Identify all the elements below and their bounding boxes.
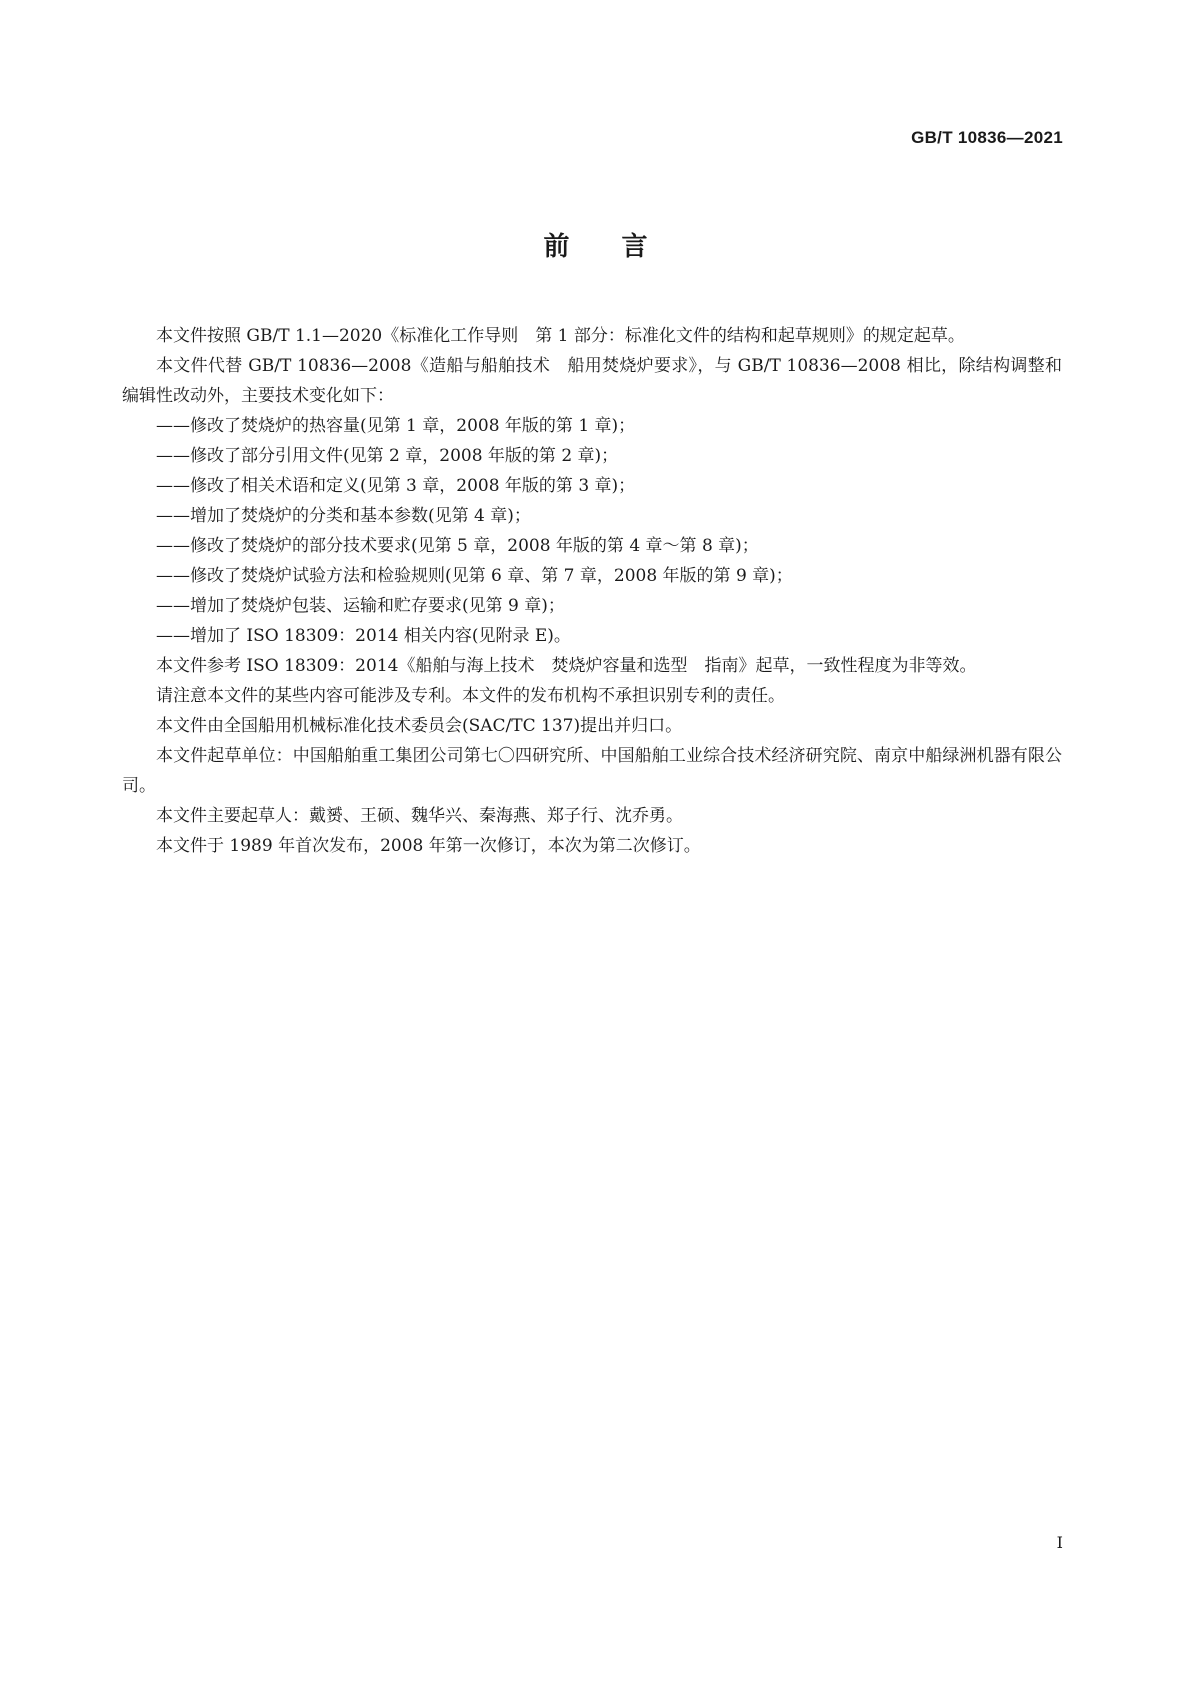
- list-item: ——修改了焚烧炉的部分技术要求(见第 5 章，2008 年版的第 4 章～第 8 章)；: [156, 536, 759, 556]
- list-item: ——增加了焚烧炉包装、运输和贮存要求(见第 9 章)；: [156, 596, 565, 616]
- paragraph-replaces: 本文件代替 GB/T 10836—2008《造船与船舶技术 船用焚烧炉要求》，与 GB/T 10836—2008 相比，除结构调整和编辑性改动外，主要技术变化如下：: [122, 356, 1062, 406]
- paragraph-patent-notice: 请注意本文件的某些内容可能涉及专利。本文件的发布机构不承担识别专利的责任。: [156, 686, 785, 706]
- paragraph-proposer: 本文件由全国船用机械标准化技术委员会(SAC/TC 137)提出并归口。: [156, 716, 683, 736]
- list-item: ——修改了部分引用文件(见第 2 章，2008 年版的第 2 章)；: [156, 446, 619, 466]
- list-item: ——修改了焚烧炉试验方法和检验规则(见第 6 章、第 7 章，2008 年版的第 9 章)；: [156, 566, 793, 586]
- page-title: [0, 226, 1191, 263]
- title-char-2: 言: [621, 232, 648, 262]
- list-item: ——增加了 ISO 18309：2014 相关内容(见附录 E)。: [156, 626, 571, 646]
- paragraph-basis: 本文件按照 GB/T 1.1—2020《标准化工作导则 第 1 部分：标准化文件的结构和起草规则》的规定起草。: [156, 326, 965, 346]
- paragraph-reference: 本文件参考 ISO 18309：2014《船舶与海上技术 焚烧炉容量和选型 指南》起草，一致性程度为非等效。: [156, 656, 977, 676]
- page-number: I: [1056, 1533, 1063, 1552]
- paragraph-drafters: 本文件主要起草人：戴赟、王硕、魏华兴、秦海燕、郑子行、沈乔勇。: [156, 806, 683, 826]
- paragraph-drafting-units: 本文件起草单位：中国船舶重工集团公司第七〇四研究所、中国船舶工业综合技术经济研究院、南京中船绿洲机器有限公司。: [122, 746, 1062, 796]
- list-item: ——修改了焚烧炉的热容量(见第 1 章，2008 年版的第 1 章)；: [156, 416, 636, 436]
- paragraph-history: 本文件于 1989 年首次发布，2008 年第一次修订，本次为第二次修订。: [156, 836, 701, 856]
- foreword-body: [122, 321, 1062, 861]
- list-item: ——增加了焚烧炉的分类和基本参数(见第 4 章)；: [156, 506, 531, 526]
- title-char-1: 前: [543, 232, 570, 262]
- document-code: GB/T 10836—2021: [911, 128, 1063, 147]
- list-item: ——修改了相关术语和定义(见第 3 章，2008 年版的第 3 章)；: [156, 476, 636, 496]
